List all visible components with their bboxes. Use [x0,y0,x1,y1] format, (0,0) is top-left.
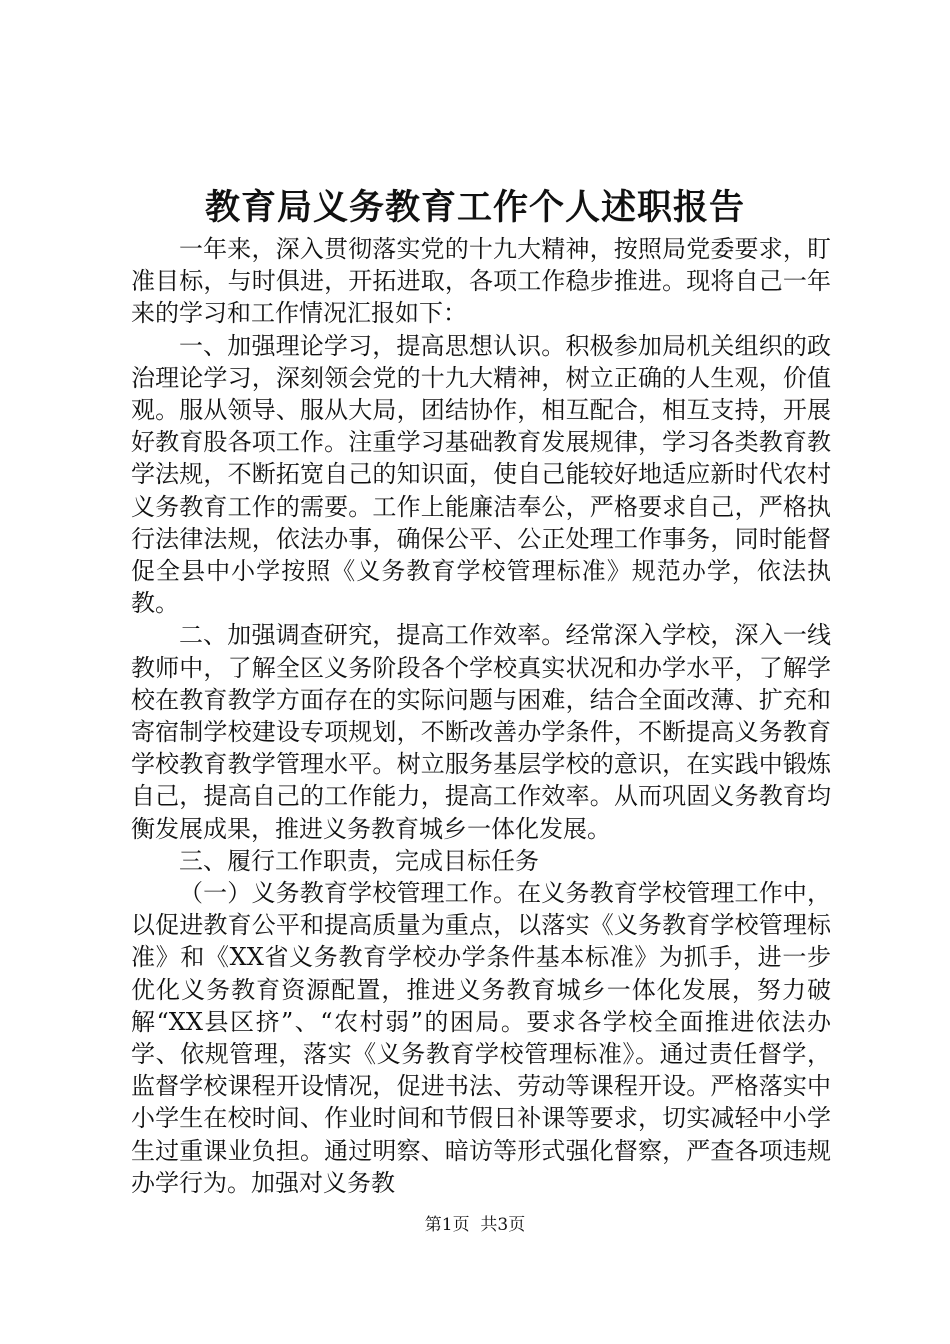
paragraph-section-3-1: （一）义务教育学校管理工作。在义务教育学校管理工作中，以促进教育公平和提高质量为重点，以落实《义务教育学校管理标准》和《XX省义务教育学校办学条件基本标准》为抓手，进一步优化义务教育资源配置，推进义务教育城乡一体化发展，努力破解“XX县区挤”、“农村弱”的困局。要求各学校全面推进依法办学、依规管理，落实《义务教育学校管理标准》。通过责任督学，监督学校课程开设情况，促进书法、劳动等课程开设。严格落实中小学生在校时间、作业时间和节假日补课等要求，切实减轻中小学生过重课业负担。通过明察、暗访等形式强化督察，严查各项违规办学行为。加强对义务教 [131,879,831,1197]
page-footer [0,1213,950,1237]
document-title: 教育局义务教育工作个人述职报告 [204,187,745,228]
document-body [131,233,831,1199]
paragraph-section-2: 二、加强调查研究，提高工作效率。经常深入学校，深入一线教师中，了解全区义务阶段各个学校真实状况和办学水平，了解学校在教育教学方面存在的实际问题与困难，结合全面改薄、扩充和寄宿制学校建设专项规划，不断改善办学条件，不断提高义务教育学校教育教学管理水平。树立服务基层学校的意识，在实践中锻炼自己，提高自己的工作能力，提高工作效率。从而巩固义务教育均衡发展成果，推进义务教育城乡一体化发展。 [131,621,831,843]
paragraph-section-3-heading: 三、履行工作职责，完成目标任务 [179,846,539,875]
page-number: 第1页 共3页 [424,1215,526,1235]
paragraph-intro: 一年来，深入贯彻落实党的十九大精神，按照局党委要求，盯准目标，与时俱进，开拓进取，各项工作稳步推进。现将自己一年来的学习和工作情况汇报如下： [131,235,831,328]
paragraph-section-1: 一、加强理论学习，提高思想认识。积极参加局机关组织的政治理论学习，深刻领会党的十九大精神，树立正确的人生观，价值观。服从领导、服从大局，团结协作，相互配合，相互支持，开展好教育股各项工作。注重学习基础教育发展规律，学习各类教育教学法规，不断拓宽自己的知识面，使自己能较好地适应新时代农村义务教育工作的需要。工作上能廉洁奉公，严格要求自己，严格执行法律法规，依法办事，确保公平、公正处理工作事务，同时能督促全县中小学按照《义务教育学校管理标准》规范办学，依法执教。 [131,331,831,618]
